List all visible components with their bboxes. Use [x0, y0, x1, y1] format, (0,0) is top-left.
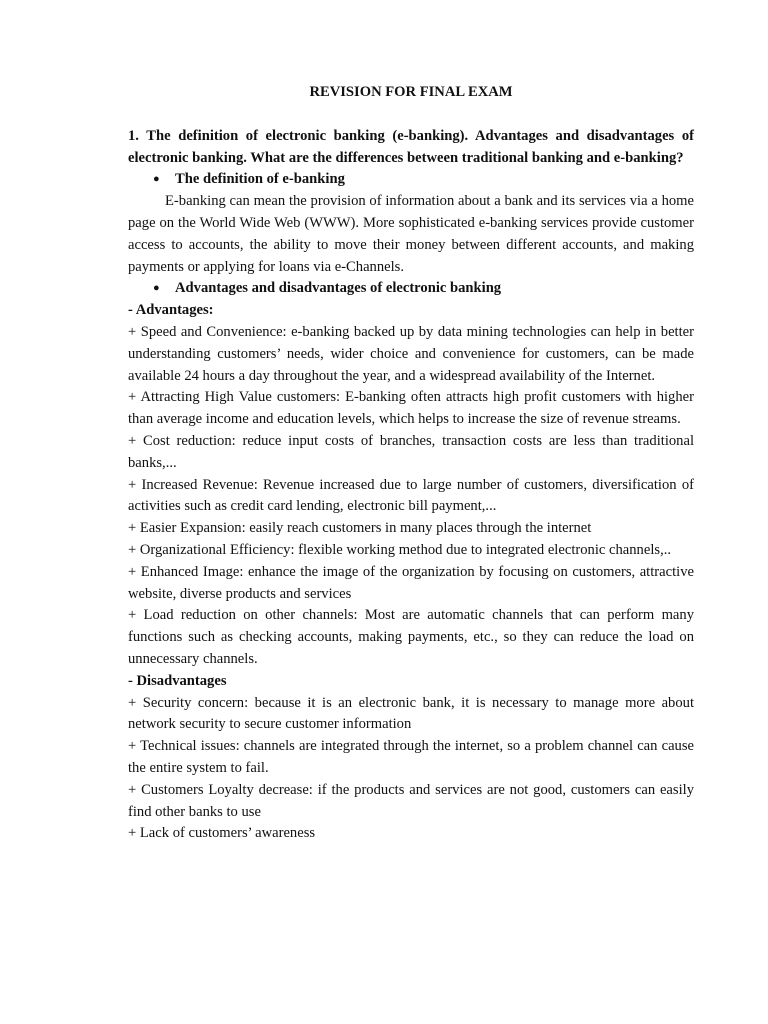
advantage-item: + Attracting High Value customers: E-banking often attracts high profit customers with higher than average income and education levels, which helps to increase the size of revenue streams.: [128, 389, 694, 428]
bullet-icon: ●: [153, 173, 160, 186]
advantage-item: + Speed and Convenience: e-banking backed up by data mining technologies can help in better understanding customers’ needs, wider choice and convenience for customers, can be made available 24 hours a day throughout the year, and a widespread availability of the Internet.: [128, 323, 694, 384]
advantage-item: + Increased Revenue: Revenue increased due to large number of customers, diversification of activities such as credit card lending, electronic bill payment,...: [128, 476, 694, 515]
disadvantages-label: - Disadvantages: [128, 672, 227, 689]
section-advantages-heading: [128, 278, 694, 300]
section-definition-heading-text: The definition of e-banking: [175, 171, 345, 188]
section-advantages-heading-text: Advantages and disadvantages of electronic banking: [175, 280, 502, 297]
advantage-item: + Load reduction on other channels: Most are automatic channels that can perform many functions such as checking accounts, making payments, etc., so they can reduce the load on unnecessary channels.: [128, 607, 694, 667]
advantage-item: + Enhanced Image: enhance the image of the organization by focusing on customers, attractive website, diverse products and services: [128, 563, 694, 602]
document-page: [128, 82, 694, 845]
question-heading: 1. The definition of electronic banking (e-banking). Advantages and disadvantages of electronic banking. What are the differences between traditional banking and e-banking?: [128, 127, 694, 166]
disadvantage-item: + Lack of customers’ awareness: [128, 825, 316, 842]
definition-paragraph: E-banking can mean the provision of information about a bank and its services via a home page on the World Wide Web (WWW). More sophisticated e-banking services provide customer access to accounts, the ability to move their money between different accounts, and making payments or applying for loans via e-Channels.: [128, 193, 694, 275]
disadvantage-item: + Customers Loyalty decrease: if the products and services are not good, customers can easily find other banks to use: [128, 781, 694, 820]
disadvantage-item: + Security concern: because it is an electronic bank, it is necessary to manage more about network security to secure customer information: [128, 694, 694, 733]
disadvantage-item: + Technical issues: channels are integrated through the internet, so a problem channel can cause the entire system to fail.: [128, 738, 694, 776]
section-definition-heading: [128, 169, 694, 191]
advantage-item: + Cost reduction: reduce input costs of branches, transaction costs are less than traditional banks,...: [128, 432, 694, 471]
advantage-item: + Easier Expansion: easily reach customers in many places through the internet: [128, 520, 592, 537]
advantage-item: + Organizational Efficiency: flexible working method due to integrated electronic channels,..: [128, 541, 672, 558]
advantages-label: - Advantages:: [128, 302, 214, 319]
document-title: REVISION FOR FINAL EXAM: [309, 84, 513, 100]
bullet-icon: ●: [153, 282, 160, 295]
